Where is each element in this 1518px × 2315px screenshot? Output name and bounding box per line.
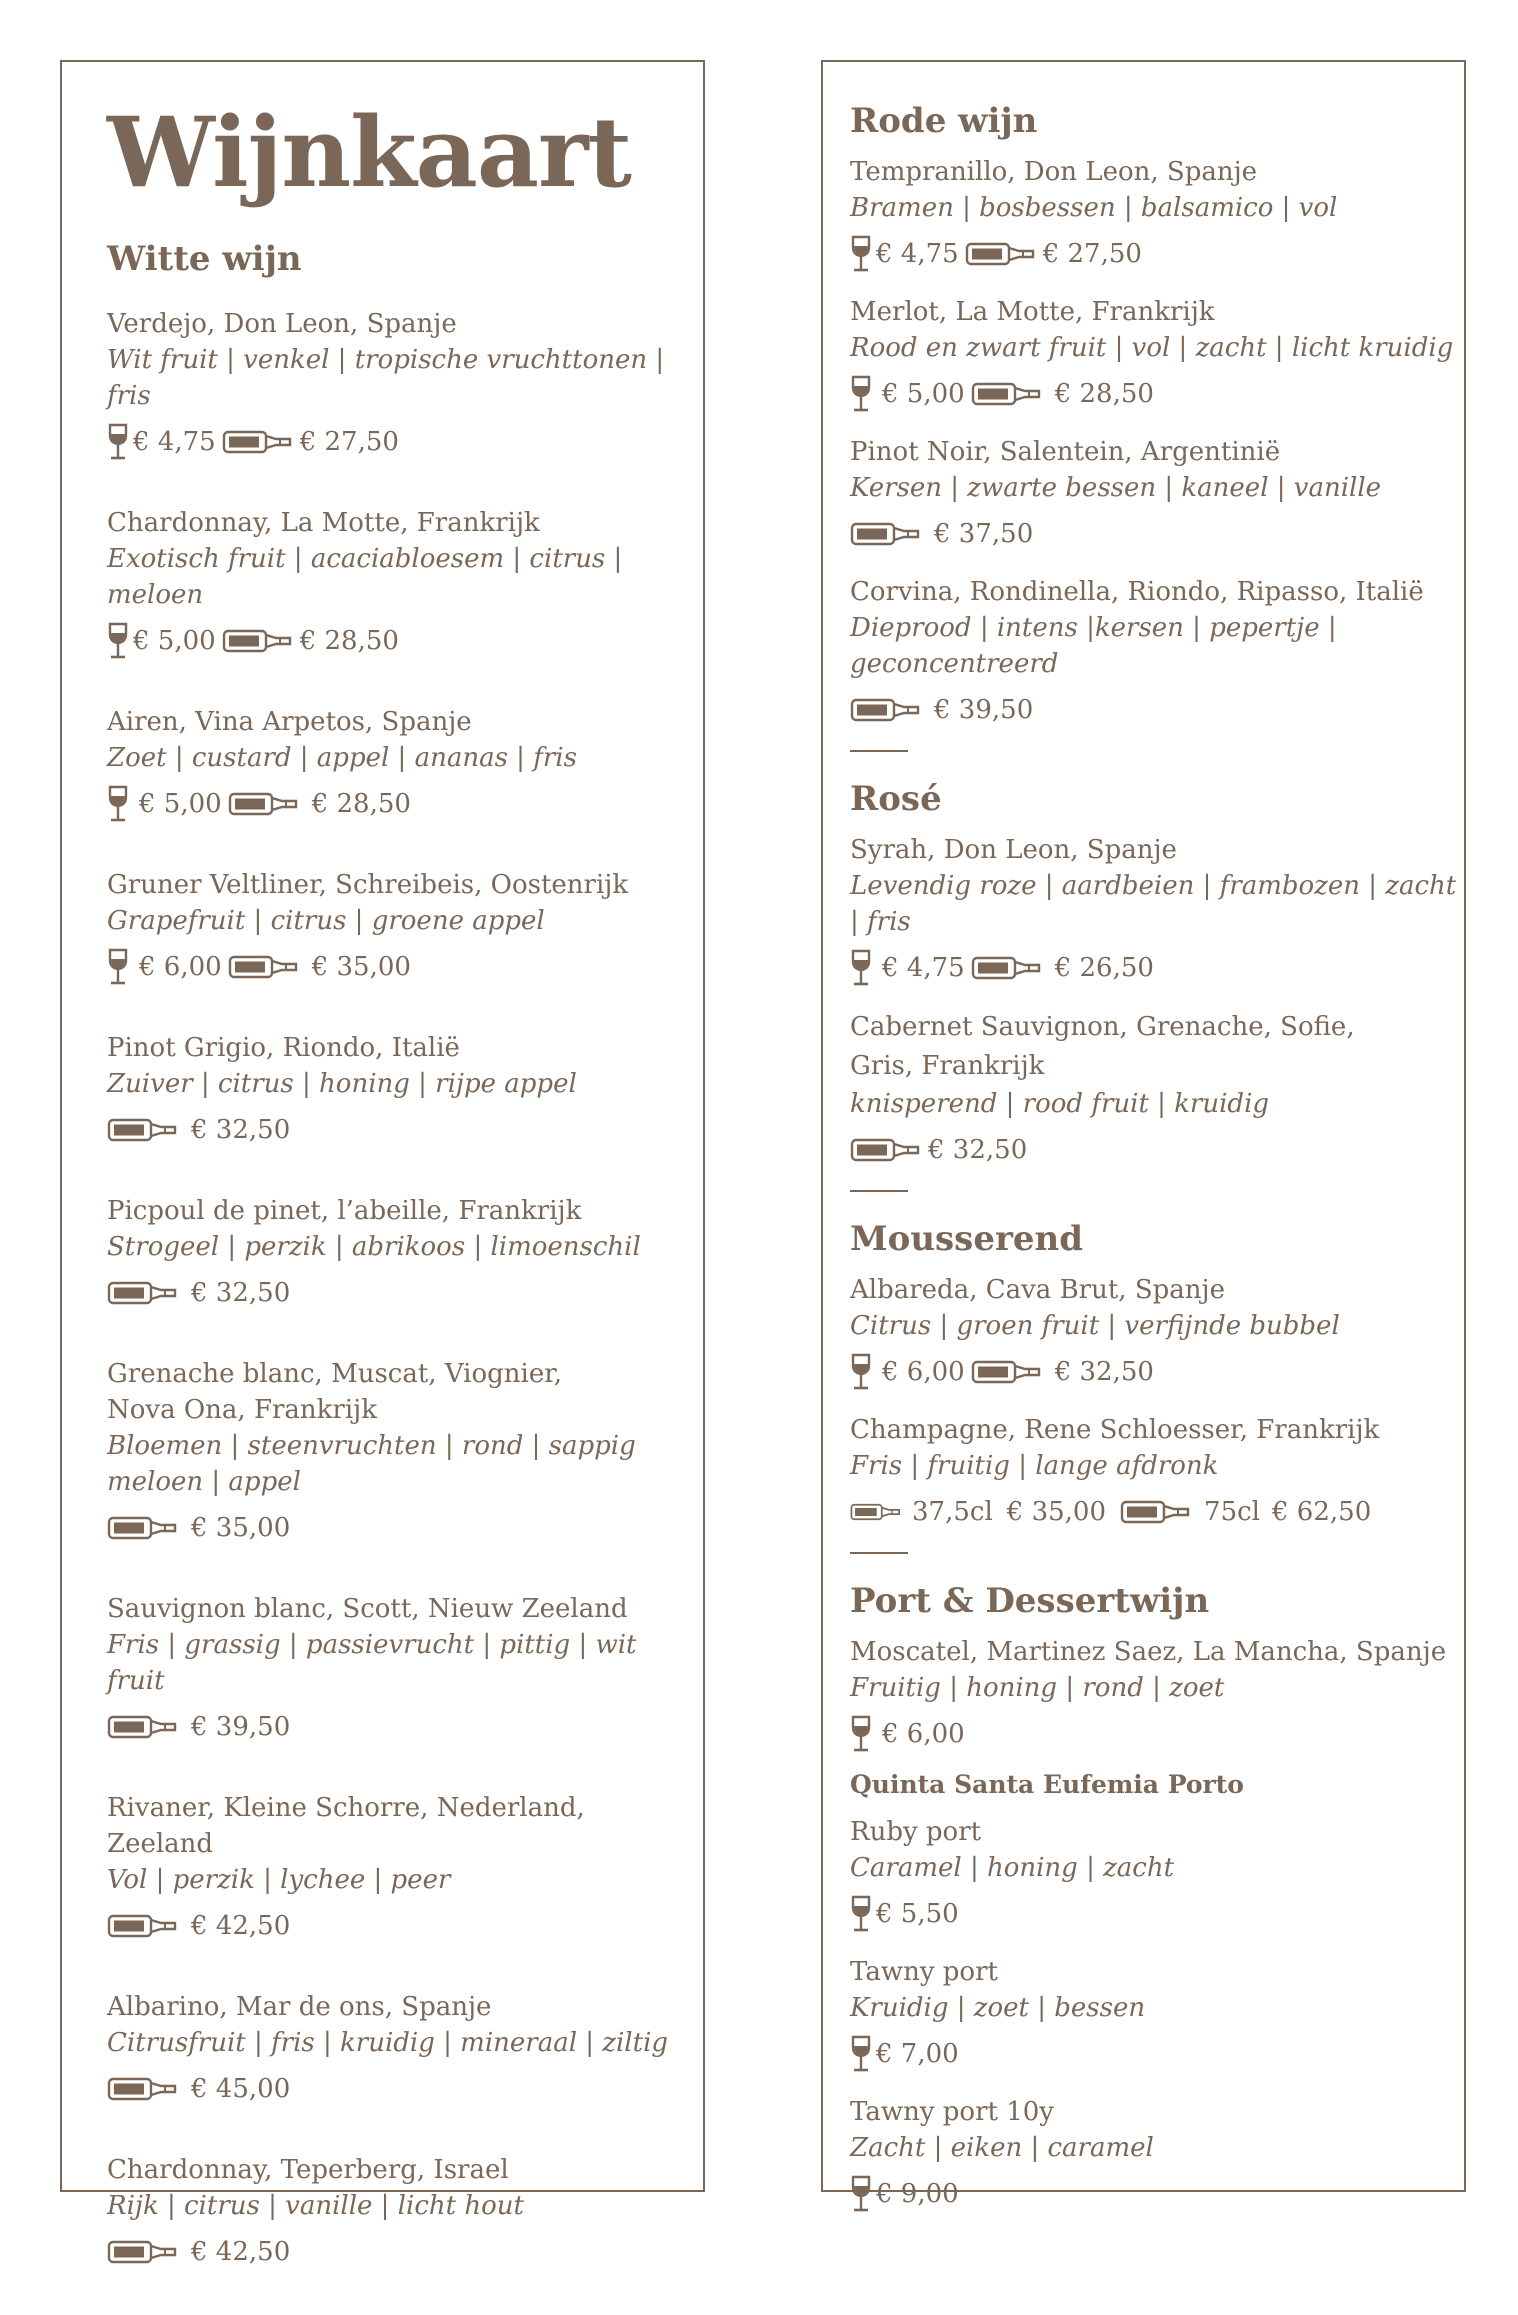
wine-bottle-icon — [850, 1137, 922, 1163]
wine-glass-icon — [850, 2035, 872, 2073]
glass-price: € 6,00 — [139, 952, 222, 982]
wine-bottle-icon — [107, 2076, 179, 2102]
wine-notes: Levendig roze | aardbeien | frambozen | zacht | fris — [850, 871, 1457, 937]
section-title-port: Port & Dessertwijn — [850, 1581, 1210, 1621]
section-divider — [850, 750, 908, 752]
wine-glass-icon — [850, 235, 872, 273]
wine-name: Pinot Grigio, Riondo, Italië — [107, 1033, 460, 1063]
wine-item — [850, 574, 1458, 730]
wine-glass-icon — [107, 785, 129, 823]
half-bottle-size: 37,5cl — [912, 1497, 993, 1527]
glass-price: € 5,00 — [133, 626, 216, 656]
glass-price: € 5,00 — [882, 379, 965, 409]
wine-notes: Citrusfruit | fris | kruidig | mineraal | ziltig — [107, 2028, 669, 2058]
wine-notes: Kersen | zwarte bessen | kaneel | vanille — [850, 473, 1382, 503]
wine-name: Moscatel, Martinez Saez, La Mancha, Spanje — [850, 1637, 1447, 1667]
wine-item — [107, 306, 687, 462]
wine-notes: Strogeel | perzik | abrikoos | limoenschil — [107, 1232, 641, 1262]
price-row — [107, 1906, 687, 1946]
wine-item — [850, 1272, 1458, 1392]
wine-name: Albareda, Cava Brut, Spanje — [850, 1275, 1225, 1305]
section-title-red: Rode wijn — [850, 101, 1038, 141]
wine-item — [850, 832, 1458, 988]
wine-item — [850, 1412, 1458, 1532]
wine-notes: knisperend | rood fruit | kruidig — [850, 1089, 1270, 1119]
half-bottle-icon — [850, 1501, 902, 1523]
wine-item — [107, 1790, 687, 1946]
wine-item — [107, 1030, 687, 1150]
bottle-price: € 32,50 — [928, 1135, 1028, 1165]
wine-notes: Rood en zwart fruit | vol | zacht | licht kruidig — [850, 333, 1454, 363]
wine-bottle-icon — [222, 429, 294, 455]
glass-price: € 4,75 — [882, 953, 965, 983]
wine-bottle-icon — [107, 1515, 179, 1541]
wine-name: Ruby port — [850, 1817, 982, 1847]
wine-notes: Rijk | citrus | vanille | licht hout — [107, 2191, 524, 2221]
wine-bottle-icon — [971, 381, 1043, 407]
bottle-price: € 27,50 — [1042, 239, 1142, 269]
wine-name: Tawny port 10y — [850, 2097, 1054, 2127]
price-row — [107, 2069, 687, 2109]
glass-price: € 9,00 — [876, 2179, 959, 2209]
wine-bottle-icon — [965, 241, 1037, 267]
wine-item — [107, 1356, 687, 1548]
price-row — [107, 1707, 687, 1747]
wine-item — [850, 1008, 1458, 1170]
price-row — [850, 1130, 1458, 1170]
wine-notes: Vol | perzik | lychee | peer — [107, 1865, 451, 1895]
white-wine-panel — [60, 60, 705, 2267]
half-bottle-price: € 35,00 — [1006, 1497, 1107, 1527]
wine-notes: Fris | grassig | passievrucht | pittig | wit fruit — [107, 1630, 637, 1696]
wine-glass-icon — [107, 948, 129, 986]
price-row — [850, 374, 1458, 414]
price-row — [850, 2174, 1458, 2214]
wine-notes: Kruidig | zoet | bessen — [850, 1993, 1146, 2023]
wine-item — [107, 1591, 687, 1747]
wine-bottle-icon — [107, 1280, 179, 1306]
wine-notes: Dieprood | intens |kersen | pepertje | geconcentreerd — [850, 613, 1337, 679]
port-subheading: Quinta Santa Eufemia Porto — [850, 1770, 1244, 1799]
section-divider — [850, 1552, 908, 1554]
bottle-price: € 39,50 — [934, 695, 1034, 725]
wine-glass-icon — [850, 949, 872, 987]
price-row — [850, 948, 1458, 988]
wine-bottle-icon — [222, 628, 294, 654]
wine-item — [107, 1193, 687, 1313]
wine-notes: Zuiver | citrus | honing | rijpe appel — [107, 1069, 577, 1099]
bottle-price: € 28,50 — [299, 626, 399, 656]
wine-item — [850, 1634, 1458, 1754]
wine-bottle-icon — [228, 954, 300, 980]
wine-bottle-icon — [971, 955, 1043, 981]
price-row — [107, 1110, 687, 1150]
wine-glass-icon — [107, 423, 129, 461]
bottle-price: € 35,00 — [311, 952, 411, 982]
wine-notes: Zacht | eiken | caramel — [850, 2133, 1154, 2163]
wine-glass-icon — [850, 1715, 872, 1753]
wine-bottle-icon — [107, 2239, 179, 2265]
price-row — [850, 1714, 1458, 1754]
section-divider — [850, 1190, 908, 1192]
wine-name: Tawny port — [850, 1957, 998, 1987]
glass-price: € 4,75 — [876, 239, 959, 269]
wine-item — [850, 434, 1458, 554]
wine-notes: Citrus | groen fruit | verfijnde bubbel — [850, 1311, 1340, 1341]
wine-name: Syrah, Don Leon, Spanje — [850, 835, 1177, 865]
bottle-price: € 28,50 — [1054, 379, 1154, 409]
bottle-price: € 32,50 — [1054, 1357, 1154, 1387]
full-bottle-price: € 62,50 — [1272, 1497, 1372, 1527]
section-title-sparkling: Mousserend — [850, 1219, 1083, 1259]
glass-price: € 6,00 — [882, 1357, 965, 1387]
wine-bottle-icon — [971, 1359, 1043, 1385]
wine-name: Picpoul de pinet, l’abeille, Frankrijk — [107, 1196, 582, 1226]
wine-name: Chardonnay, Teperberg, Israel — [107, 2155, 509, 2185]
bottle-price: € 32,50 — [191, 1115, 291, 1145]
glass-price: € 7,00 — [876, 2039, 959, 2069]
glass-price: € 5,00 — [139, 789, 222, 819]
wine-name: Albarino, Mar de ons, Spanje — [107, 1992, 492, 2022]
wine-notes: Fris | fruitig | lange afdronk — [850, 1451, 1219, 1481]
wine-name: Rivaner, Kleine Schorre, Nederland, Zeeland — [107, 1793, 585, 1859]
wine-item — [850, 294, 1458, 414]
wine-bottle-icon — [1120, 1499, 1192, 1525]
bottle-price: € 45,00 — [191, 2074, 291, 2104]
bottle-price: € 28,50 — [311, 789, 411, 819]
wine-name: Sauvignon blanc, Scott, Nieuw Zeeland — [107, 1594, 628, 1624]
wine-name: Chardonnay, La Motte, Frankrijk — [107, 508, 540, 538]
wine-item — [107, 2152, 687, 2272]
wine-bottle-icon — [850, 697, 922, 723]
wine-item — [850, 1814, 1458, 1934]
bottle-price: € 42,50 — [191, 2237, 291, 2267]
price-row — [107, 1508, 687, 1548]
price-row — [850, 690, 1458, 730]
wine-item — [850, 154, 1458, 274]
wine-bottle-icon — [850, 521, 922, 547]
wine-bottle-icon — [107, 1117, 179, 1143]
price-row — [850, 1352, 1458, 1392]
wine-notes: Fruitig | honing | rond | zoet — [850, 1673, 1225, 1703]
wine-item — [107, 867, 687, 987]
glass-price: € 6,00 — [882, 1719, 965, 1749]
wine-notes: Grapefruit | citrus | groene appel — [107, 906, 545, 936]
red-rose-sparkling-port-panel — [821, 60, 1466, 2209]
wine-name: Grenache blanc, Muscat, Viognier, Nova Ona, Frankrijk — [107, 1359, 563, 1425]
wine-item — [107, 1989, 687, 2109]
wine-name: Gruner Veltliner, Schreibeis, Oostenrijk — [107, 870, 629, 900]
wine-glass-icon — [850, 1895, 872, 1933]
full-bottle-size: 75cl — [1204, 1497, 1260, 1527]
wine-notes: Zoet | custard | appel | ananas | fris — [107, 743, 577, 773]
glass-price: € 4,75 — [133, 427, 216, 457]
section-title-white: Witte wijn — [107, 239, 302, 279]
price-row — [850, 234, 1458, 274]
bottle-price: € 27,50 — [299, 427, 399, 457]
section-title-rose: Rosé — [850, 779, 942, 819]
wine-notes: Bramen | bosbessen | balsamico | vol — [850, 193, 1338, 223]
wine-glass-icon — [850, 375, 872, 413]
wine-name: Tempranillo, Don Leon, Spanje — [850, 157, 1258, 187]
wine-glass-icon — [107, 622, 129, 660]
price-row — [107, 784, 687, 824]
wine-bottle-icon — [107, 1913, 179, 1939]
wine-notes: Bloemen | steenvruchten | rond | sappig meloen | appel — [107, 1431, 636, 1497]
price-row — [850, 514, 1458, 554]
price-row — [107, 621, 687, 661]
wine-name: Merlot, La Motte, Frankrijk — [850, 297, 1215, 327]
wine-item — [850, 2094, 1458, 2214]
price-row — [850, 1894, 1458, 1934]
wine-bottle-icon — [107, 1714, 179, 1740]
page-title: Wijnkaart — [107, 96, 631, 209]
wine-glass-icon — [850, 1353, 872, 1391]
wine-name: Corvina, Rondinella, Riondo, Ripasso, Italië — [850, 577, 1424, 607]
wine-glass-icon — [850, 2175, 872, 2213]
wine-name: Verdejo, Don Leon, Spanje — [107, 309, 457, 339]
price-row — [107, 2232, 687, 2272]
glass-price: € 5,50 — [876, 1899, 959, 1929]
bottle-price: € 35,00 — [191, 1513, 291, 1543]
bottle-price: € 32,50 — [191, 1278, 291, 1308]
price-row — [107, 1273, 687, 1313]
wine-notes: Wit fruit | venkel | tropische vruchttonen | fris — [107, 345, 665, 411]
wine-name: Pinot Noir, Salentein, Argentinië — [850, 437, 1281, 467]
wine-notes: Exotisch fruit | acaciabloesem | citrus | meloen — [107, 544, 623, 610]
price-row — [850, 1492, 1458, 1532]
price-row — [850, 2034, 1458, 2074]
wine-name: Cabernet Sauvignon, Grenache, Sofie, Gris, Frankrijk — [850, 1012, 1355, 1081]
wine-bottle-icon — [228, 791, 300, 817]
wine-name: Airen, Vina Arpetos, Spanje — [107, 707, 472, 737]
bottle-price: € 26,50 — [1054, 953, 1154, 983]
bottle-price: € 37,50 — [934, 519, 1034, 549]
wine-notes: Caramel | honing | zacht — [850, 1853, 1175, 1883]
wine-item — [107, 505, 687, 661]
bottle-price: € 39,50 — [191, 1712, 291, 1742]
wine-item — [850, 1954, 1458, 2074]
wine-name: Champagne, Rene Schloesser, Frankrijk — [850, 1415, 1380, 1445]
wine-item — [107, 704, 687, 824]
price-row — [107, 947, 687, 987]
bottle-price: € 42,50 — [191, 1911, 291, 1941]
price-row — [107, 422, 687, 462]
